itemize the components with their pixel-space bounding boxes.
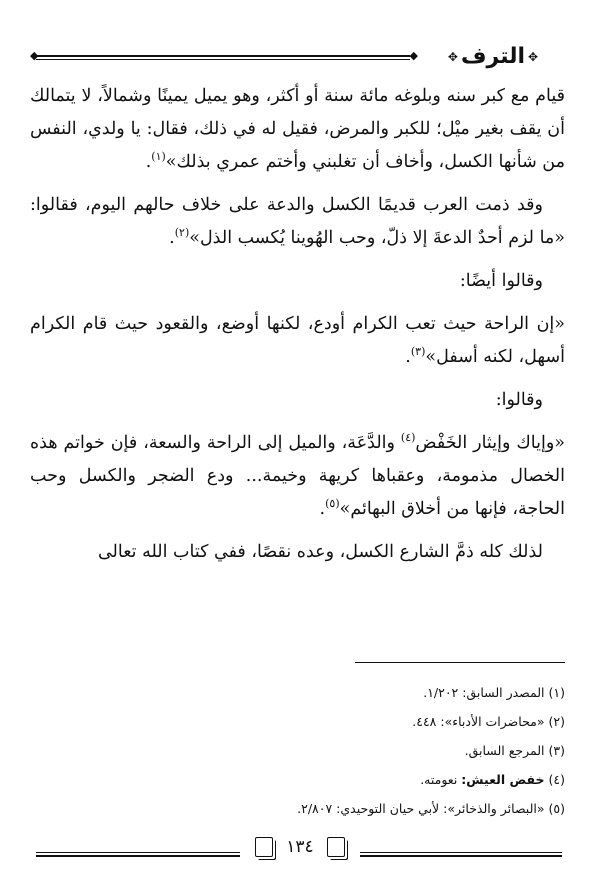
header-rule: [36, 55, 410, 60]
paragraph: «إن الراحة حيث تعب الكرام أودع، لكنها أوضع، والقعود حيث قام الكرام أسهل، لكنه أسفل»$^{(٣)}$.: [30, 314, 565, 367]
footnote-item: (١) المصدر السابق: ١/٢٠٢.: [423, 685, 565, 700]
footnote-item: (٣) المرجع السابق.: [464, 743, 565, 758]
footnote-ref[interactable]: (١): [151, 150, 166, 164]
page-number-box: [240, 832, 360, 862]
book-icon: [327, 837, 345, 857]
book-icon: [255, 837, 273, 857]
page-header: [30, 42, 568, 72]
chapter-title-text: الترف: [460, 44, 526, 69]
page-body: [30, 80, 565, 569]
paragraph: وقد ذمت العرب قديمًا الكسل والدعة على خلاف حالهم اليوم، فقالوا: «ما لزم أحدٌ الدعةَ إلا ذلّ، وحب الهُوينا يُكسب الذل»$^{(٢)}$.: [30, 195, 565, 248]
paragraph: لذلك كله ذمَّ الشارع الكسل، وعده نقصًا، ففي كتاب الله تعالى: [97, 542, 543, 562]
page-number: ١٣٤: [286, 837, 314, 857]
paragraph: قيام مع كبر سنه وبلوغه مائة سنة أو أكثر، وهو يميل يمينًا وشمالاً، لا يتمالك أن يقف بغير ميْل؛ للكبر والمرض، فقيل له في ذلك، فقال: يا ولدي، النفس من شأنها الكسل، وأخاف أن تغلبني وأختم عمري بذلك»$^{(١)}$.: [30, 86, 565, 172]
footnote-ref[interactable]: (٢): [174, 226, 190, 240]
footnotes: [30, 678, 565, 823]
paragraph: وقالوا أيضًا:: [459, 271, 543, 291]
chapter-title: [428, 42, 558, 72]
ornament-icon: ✥: [528, 50, 539, 64]
footnote-item: (٤) خفض العيش: نعومته.: [420, 772, 565, 787]
footnote-ref[interactable]: (٤): [400, 431, 416, 445]
paragraph: وقالوا:: [495, 390, 543, 410]
footnote-ref[interactable]: (٣): [410, 345, 426, 359]
footnote-item: (٥) «البصائر والذخائر»: لأبي حيان التوحيدي: ٢/٨٠٧.: [297, 801, 565, 816]
diamond-ornament-icon: ◆: [30, 49, 39, 62]
page-footer: [30, 828, 568, 868]
footnote-separator: [355, 662, 565, 663]
paragraph: «وإياك وإيثار الخَفْض$^{(٤)}$ والدَّعَة، والميل إلى الراحة والسعة، فإن خواتم هذه الخصال مذمومة، وعقباها كريهة وخيمة... ودع الضجر والكسل وحب الحاجة، فإنها من أخلاق البهائم»$^{(٥)}$.: [30, 431, 565, 519]
diamond-ornament-icon: ◆: [409, 49, 418, 62]
footnote-item: (٢) «محاضرات الأدباء»: ٤٤٨.: [412, 714, 565, 729]
footnote-ref[interactable]: (٥): [325, 497, 340, 511]
ornament-icon: ✥: [447, 50, 458, 64]
